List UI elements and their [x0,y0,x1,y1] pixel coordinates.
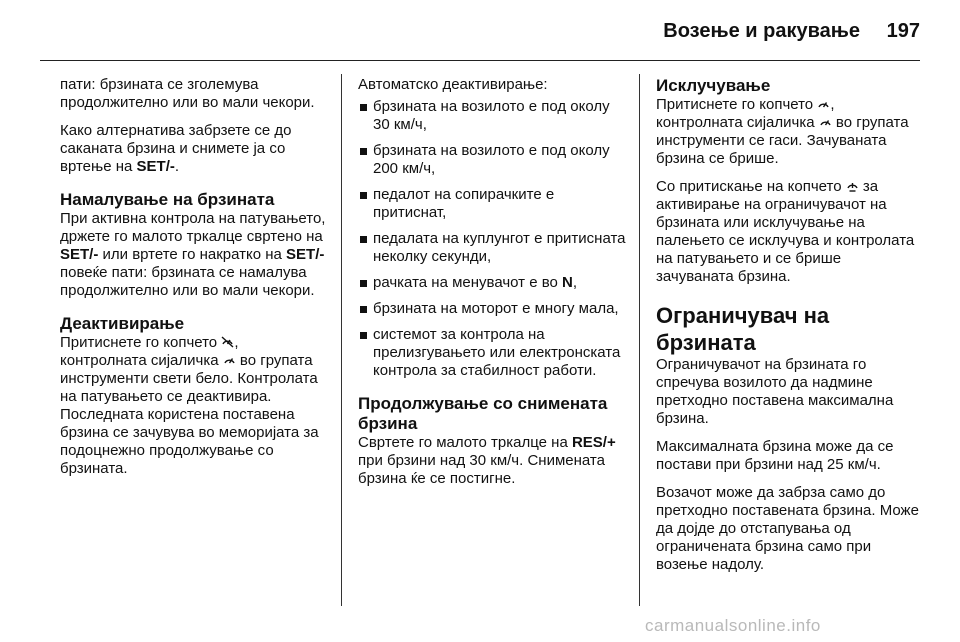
paragraph: Притиснете го копчето , контролната сијаличка во групата инструменти се гаси. Зачуваната брзина се брише. [656,96,909,167]
paragraph: При активна контрола на патувањето, држете го малото тркалце свртено на SET/- или вртете го накратко на SET/- повеќе пати: брзината се намалува продолжително или во мали чекори. [60,210,326,299]
section-heading: Продолжување со снимената брзина [358,394,608,433]
running-header: Возење и ракување [663,20,860,42]
cruise-control-icon [223,353,236,366]
section-heading: Деактивирање [60,314,185,333]
header-rule [40,60,920,61]
paragraph: Автоматско деактивирање: [358,76,548,93]
list-item: педалата на куплунгот е притисната неколку секунди, [358,230,626,266]
column-2 [358,76,626,498]
cruise-control-icon [817,97,830,110]
list-item: брзината на возилото е под околу 30 км/ч, [358,98,626,134]
column-divider [341,74,342,606]
paragraph: пати: брзината се зголемува продолжително или во мали чекори. [60,76,315,111]
paragraph: Ограничувачот на брзината го спречува возилото да надмине претходно поставена максимална брзина. [656,356,894,427]
section-heading: Ограничувач на брзината [656,303,830,355]
speed-limiter-icon [846,179,859,192]
cruise-off-icon [221,335,234,348]
bullet-list [358,98,626,380]
section-heading: Исклучување [656,76,771,95]
list-item: брзината на моторот е многу мала, [358,300,626,318]
list-item: системот за контрола на прелизгувањето или електронската контрола за стабилност работи. [358,326,626,380]
watermark: carmanualsonline.info [645,616,821,635]
list-item: рачката на менувачот е во N, [358,274,626,292]
paragraph: Свртете го малото тркалце на RES/+ при брзини над 30 км/ч. Снимената брзина ќе се постигне. [358,434,616,487]
section-heading: Намалување на брзината [60,190,275,209]
paragraph: Притиснете го копчето , контролната сијаличка во групата инструменти свети бело. Контролата на патувањето се деактивира. Последната користена поставена брзина се зачувува во меморијата за подоцнежно продолжување со брзината. [60,334,319,477]
list-item: брзината на возилото е под околу 200 км/ч, [358,142,626,178]
paragraph: Како алтернатива забрзете се до саканата брзина и снимете ја со вртење на SET/-. [60,122,292,175]
column-1 [60,76,330,488]
page-number: 197 [886,20,920,42]
paragraph: Максималната брзина може да се постави при брзини над 25 км/ч. [656,438,894,473]
paragraph: Возачот може да забрза само до претходно поставената брзина. Може да дојде до отстапувања од ограничената брзина само при возење надолу. [656,484,919,573]
paragraph: Со притискање на копчето за активирање на ограничувачот на брзината или исклучување на палењето се исклучува и контролата на патувањето и се брише зачуваната брзина. [656,178,915,285]
column-3 [656,76,922,584]
column-divider [639,74,640,606]
cruise-control-icon [819,115,832,128]
list-item: педалот на сопирачките е притиснат, [358,186,626,222]
